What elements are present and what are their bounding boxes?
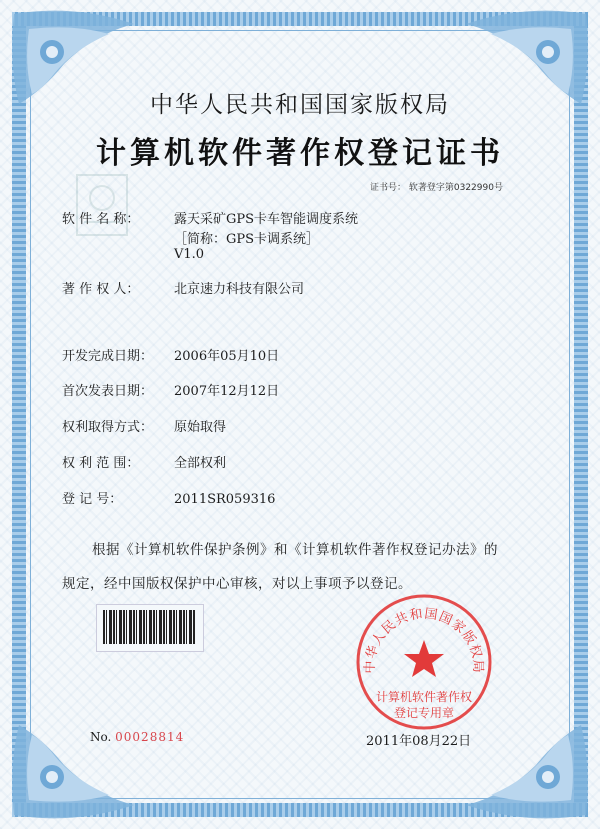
dev-complete-label: 开发完成日期： [62,349,154,364]
dev-complete-row [62,345,279,364]
rights-scope-row [62,452,226,471]
version-value: V1.0 [174,247,205,262]
seal-text-line-1: 计算机软件著作权 [375,690,472,704]
serial-number-value: 00028814 [115,730,185,744]
issuer-title: 中华人民共和国国家版权局 [150,92,450,118]
acquire-method-label: 权利取得方式： [62,420,154,435]
statement-line-2: 规定，经中国版权保护中心审核，对以上事项予以登记。 [62,576,412,592]
seal-ring-text: 中华人民共和国国家版权局 [362,606,486,674]
software-name-value: 露天采矿GPS卡车智能调度系统 [174,212,359,227]
software-name-label: 软 件 名 称： [62,212,140,227]
acquire-method-row [62,416,226,435]
copyright-owner-value: 北京速力科技有限公司 [174,282,305,297]
issue-date: 2011年08月22日 [366,734,472,749]
certificate-number: 证书号： 软著登字第0322990号 [370,183,503,193]
dev-complete-value: 2006年05月10日 [174,349,280,364]
seal-text-line-2: 登记专用章 [393,706,454,720]
watermark-emblem-icon [72,170,132,240]
software-name-row [62,208,358,227]
statement-line-1: 根据《计算机软件保护条例》和《计算机软件著作权登记办法》的 [92,542,498,558]
rights-scope-label: 权 利 范 围： [62,456,140,471]
serial-number [90,730,184,744]
registration-no-value: 2011SR059316 [174,492,276,507]
rights-scope-value: 全部权利 [174,456,227,471]
copyright-owner-label: 著 作 权 人： [62,282,140,297]
short-name-value: ［简称：GPS卡调系统］ [174,232,320,247]
first-publish-value: 2007年12月12日 [174,384,280,399]
first-publish-row [62,380,279,399]
registration-no-row [62,488,275,507]
serial-prefix: No. [90,730,112,744]
barcode-icon [103,610,195,644]
first-publish-label: 首次发表日期： [62,384,154,399]
certificate-title: 计算机软件著作权登记证书 [96,136,504,171]
acquire-method-value: 原始取得 [174,420,227,435]
registration-no-label: 登 记 号： [62,492,123,507]
copyright-owner-row [62,278,304,297]
